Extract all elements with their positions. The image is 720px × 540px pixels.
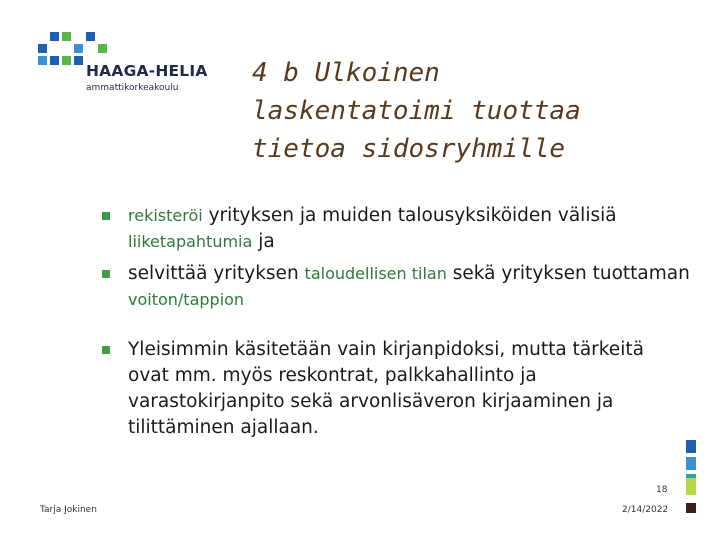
logo-square: [98, 44, 107, 53]
bullet-marker: [102, 270, 110, 278]
decor-bar-segment: [686, 478, 696, 495]
bullet-item: [100, 261, 690, 313]
bullet-marker: [102, 212, 110, 220]
bullet-term: rekisteröi: [128, 206, 203, 225]
logo-square: [62, 56, 71, 65]
slide-number: 18: [656, 485, 668, 495]
bullet-text: Yleisimmin käsitetään vain kirjanpidoksi, mutta tärkeitä ovat mm. myös reskontrat, palkkahallinto ja varastokirjanpito sekä arvonlisäveron kirjaaminen ja tilittäminen ajallaan.: [128, 339, 644, 438]
logo-subtitle: ammattikorkeakoulu: [86, 83, 179, 93]
haaga-helia-logo: [38, 32, 208, 102]
logo-square: [74, 56, 83, 65]
slide-title-line: tietoa sidosryhmille: [252, 134, 566, 164]
footer-date: 2/14/2022: [622, 505, 669, 515]
bullet-text: yrityksen ja muiden talousyksiköiden välisiä: [202, 205, 617, 226]
decor-bar-segment: [686, 440, 696, 453]
bullet-item: [100, 203, 690, 255]
slide-title: [252, 54, 692, 168]
logo-square: [74, 44, 83, 53]
slide-title-line: laskentatoimi tuottaa: [252, 96, 581, 126]
logo-square: [86, 32, 95, 41]
bullet-marker: [102, 346, 110, 354]
bullet-term: taloudellisen tilan: [304, 264, 447, 283]
bullet-text: ja: [252, 231, 275, 252]
bullet-text: selvittää yrityksen: [128, 263, 305, 284]
bullet-term: liiketapahtumia: [128, 232, 253, 251]
logo-name: HAAGA-HELIA: [86, 62, 208, 80]
footer-author: Tarja Jokinen: [40, 505, 97, 515]
slide-title-line: 4 b Ulkoinen: [252, 58, 440, 88]
logo-square: [50, 32, 59, 41]
bullet-text: sekä yrityksen tuottaman: [446, 263, 690, 284]
logo-square: [38, 44, 47, 53]
logo-square: [38, 56, 47, 65]
decor-bar-segment: [686, 503, 696, 513]
logo-square: [50, 56, 59, 65]
bullet-term: voiton/tappion: [128, 290, 245, 309]
slide-body: [100, 203, 690, 441]
decor-bar-segment: [686, 457, 696, 470]
bullet-item: [100, 337, 690, 441]
logo-square: [62, 32, 71, 41]
